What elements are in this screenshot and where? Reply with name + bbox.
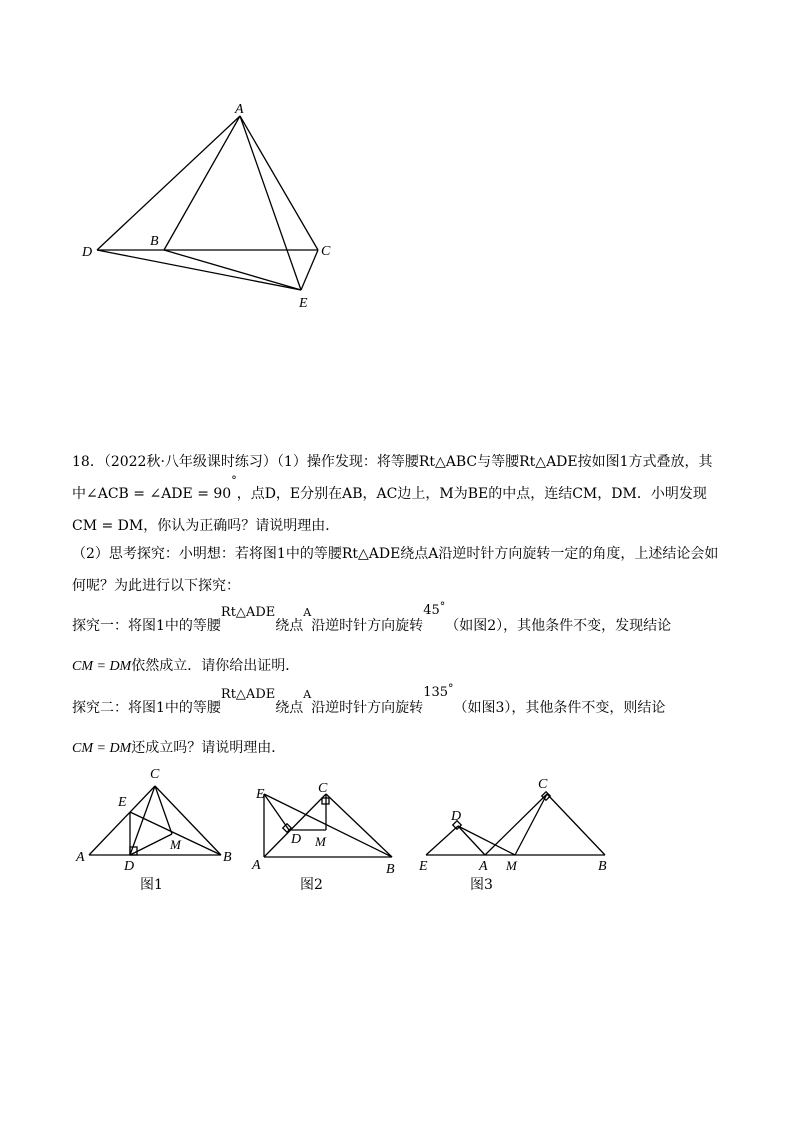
fig3-DA [458, 826, 485, 855]
problem-text-2b: ，点D，E分别在AB，AC边上，M为BE的中点，连结CM，DM．小明发现 [236, 486, 707, 502]
figure-2 [264, 794, 392, 857]
fig2-caption: 图2 [300, 877, 323, 893]
explore2-degree: ° [448, 682, 454, 695]
problem-text-5: 何呢？为此进行以下探究： [72, 578, 240, 594]
problem-line-2 [72, 474, 707, 505]
segment-DE [97, 250, 301, 290]
fig2-label-D: D [291, 832, 302, 847]
label-C: C [321, 244, 331, 259]
problem-line-3 [72, 516, 339, 536]
explore1-text-b: 绕点 [275, 618, 304, 634]
fig3-ED [426, 826, 458, 855]
fig1-CM [155, 786, 172, 834]
segment-AE [240, 116, 301, 290]
problem-text-2a: 中∠ACB = ∠ADE = 90 [72, 486, 232, 502]
fig2-label-M: M [315, 834, 326, 849]
top-geometry-figure [0, 0, 800, 320]
fig1-label-B: B [223, 850, 232, 865]
segment-BE [164, 250, 301, 290]
fig3-label-A: A [479, 859, 488, 874]
fig2-label-C: C [318, 781, 328, 796]
explore-two-line-2 [72, 738, 285, 759]
fig3-CM [515, 794, 547, 855]
fig3-label-E: E [419, 859, 428, 874]
problem-text-3: CM = DM，你认为正确吗？请说明理由． [72, 518, 340, 534]
fig2-CB [326, 794, 392, 857]
segment-CE [301, 250, 318, 290]
fig1-label-C: C [150, 767, 160, 782]
explore1-point: A [303, 606, 312, 619]
explore-one-line-2 [72, 656, 299, 677]
degree-mark: ° [231, 474, 237, 487]
problem-text-4: （2）思考探究：小明想：若将图1中的等腰Rt△ADE绕点A沿逆时针方向旋转一定的角度，上述结论会如 [72, 546, 719, 562]
fig3-DM [458, 826, 515, 855]
segment-AC [240, 116, 318, 250]
problem-number: 18． [72, 454, 104, 470]
label-D: D [82, 245, 93, 260]
explore2-text-f: 还成立吗？请说明理由． [131, 740, 286, 756]
explore1-text-a: 探究一：将图1中的等腰 [72, 618, 221, 634]
fig2-label-A: A [252, 858, 261, 873]
explore2-text-d: （如图3），其他条件不变，则结论 [453, 700, 666, 716]
label-A: A [235, 102, 244, 117]
segment-BA [164, 116, 240, 250]
explore1-text-f: 依然成立．请你给出证明． [131, 658, 300, 674]
fig3-AC [485, 794, 547, 855]
fig1-caption: 图1 [140, 877, 163, 893]
explore2-text-a: 探究二：将图1中的等腰 [72, 700, 221, 716]
label-B: B [150, 234, 159, 249]
fig3-label-D: D [451, 809, 462, 824]
fig2-label-E: E [256, 787, 265, 802]
figures-row [0, 760, 800, 900]
fig1-CB [155, 786, 221, 855]
problem-line-5 [72, 576, 240, 596]
explore-one-line [72, 600, 672, 637]
explore1-text-d: （如图2），其他条件不变，发现结论 [445, 618, 672, 634]
explore1-angle: 45 [423, 603, 440, 618]
explore2-angle: 135 [423, 685, 449, 700]
explore1-triangle: Rt△ADE [220, 605, 276, 620]
explore2-text-c: 沿逆时针方向旋转 [311, 700, 424, 716]
problem-text-1: （1）操作发现：将等腰Rt△ABC与等腰Rt△ADE按如图1方式叠放，其 [276, 454, 713, 470]
fig3-caption: 图3 [470, 877, 493, 893]
fig3-CB [547, 794, 605, 855]
problem-line-4 [72, 544, 718, 564]
explore1-text-c: 沿逆时针方向旋转 [311, 618, 424, 634]
fig3-label-M: M [506, 858, 517, 873]
segment-DA [97, 116, 240, 250]
explore1-conclusion: CM = DM [72, 659, 132, 674]
figure-1 [89, 786, 221, 855]
fig1-label-D: D [124, 859, 135, 874]
explore2-triangle: Rt△ADE [220, 687, 276, 702]
explore2-point: A [303, 688, 312, 701]
fig2-label-B: B [386, 862, 395, 877]
fig1-label-A: A [76, 850, 85, 865]
fig3-label-B: B [598, 859, 607, 874]
explore-two-line [72, 682, 666, 719]
explore2-text-b: 绕点 [275, 700, 304, 716]
explore2-conclusion: CM = DM [72, 741, 132, 756]
fig1-label-E: E [118, 795, 127, 810]
fig3-label-C: C [538, 777, 548, 792]
label-E: E [299, 296, 308, 311]
problem-line-1 [72, 452, 713, 472]
fig1-label-M: M [170, 837, 181, 852]
explore1-degree: ° [439, 600, 446, 613]
problem-source: （2022秋·八年级课时练习） [103, 454, 277, 470]
